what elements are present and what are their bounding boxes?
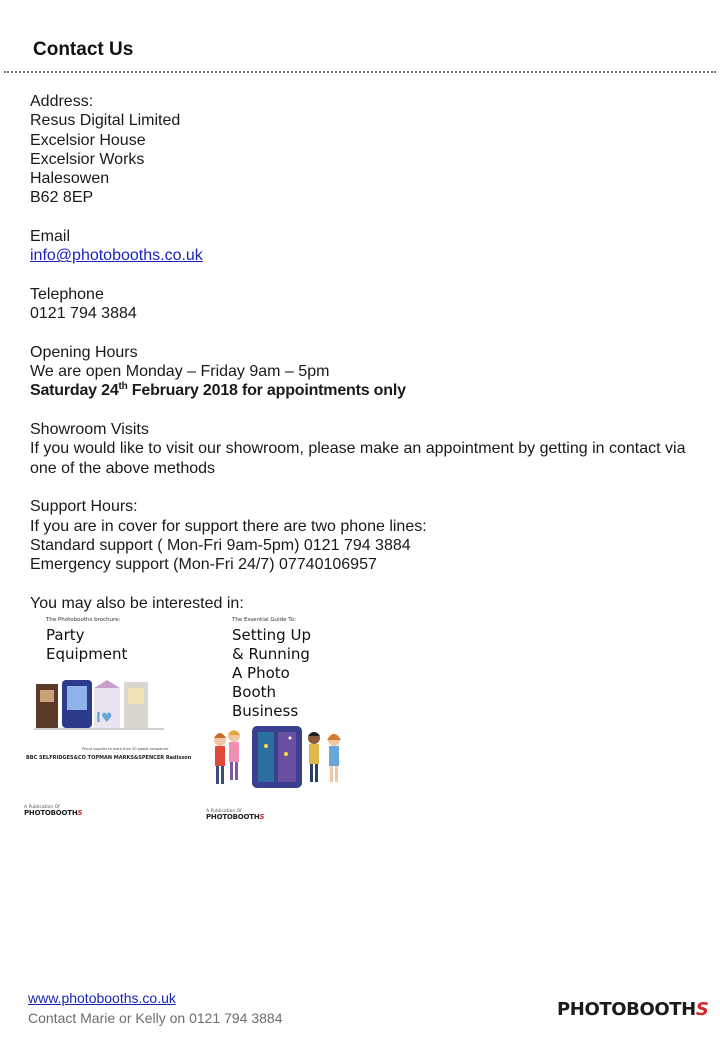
support-standard: Standard support ( Mon-Fri 9am-5pm) 0121 794 3884 [30,536,411,554]
showroom-text: If you would like to visit our showroom, please make an appointment by getting in contact via one of the above methods [30,440,686,477]
cartoon-people-illustration [210,724,350,794]
party-equipment-illustration [34,678,164,740]
page-title: Contact Us [33,39,134,60]
address-line: Excelsior House [30,131,146,149]
brochure-title: Setting Up & Running A Photo Booth Business [232,626,311,720]
footer-photobooths-logo: PHOTOBOOTHS [557,999,709,1020]
brochure-party-equipment[interactable] [24,614,192,824]
opening-hours-heading: Opening Hours [30,343,138,361]
email-link[interactable]: info@photobooths.co.uk [30,247,203,265]
address-heading: Address: [30,93,94,110]
publication-label: A Publication Of [206,809,242,814]
address-line: B62 8EP [30,189,94,207]
dotted-divider [4,71,716,73]
support-emergency: Emergency support (Mon-Fri 24/7) 07740106957 [30,556,377,574]
brochure-tagline: Proud supplier to more than 50 global companies [82,747,169,751]
showroom-heading: Showroom Visits [30,421,149,439]
support-heading: Support Hours: [30,498,138,516]
footer-contact-text: Contact Marie or Kelly on 0121 794 3884 [28,1010,283,1026]
contact-content [30,92,700,613]
photobooths-logo: PHOTOBOOTHS [206,813,265,821]
telephone-number: 0121 794 3884 [30,305,137,323]
svg-text:I♥: I♥ [96,711,113,726]
interest-heading: You may also be interested in: [30,594,244,612]
footer-website-link[interactable]: www.photobooths.co.uk [28,990,176,1006]
address-line: Resus Digital Limited [30,112,181,130]
publication-label: A Publication Of [24,805,60,810]
email-heading: Email [30,228,71,246]
address-line: Excelsior Works [30,150,145,168]
photobooths-logo: PHOTOBOOTHS [24,809,83,817]
brochure-caption: The Essential Guide To: [232,617,296,623]
opening-hours-saturday: Saturday 24th February 2018 for appointments only [30,381,406,400]
opening-hours-weekday: We are open Monday – Friday 9am – 5pm [30,363,330,381]
brochure-title: Party Equipment [46,626,128,663]
client-logos: BBC SELFRIDGES&CO TOPMAN MARKS&SPENCER Radisson [26,755,192,761]
brochure-caption: The Photobooths brochure: [46,617,121,623]
telephone-heading: Telephone [30,285,104,303]
support-intro: If you are in cover for support there are two phone lines: [30,517,427,535]
brochure-photo-booth-guide[interactable] [204,614,364,824]
address-line: Halesowen [30,170,110,188]
